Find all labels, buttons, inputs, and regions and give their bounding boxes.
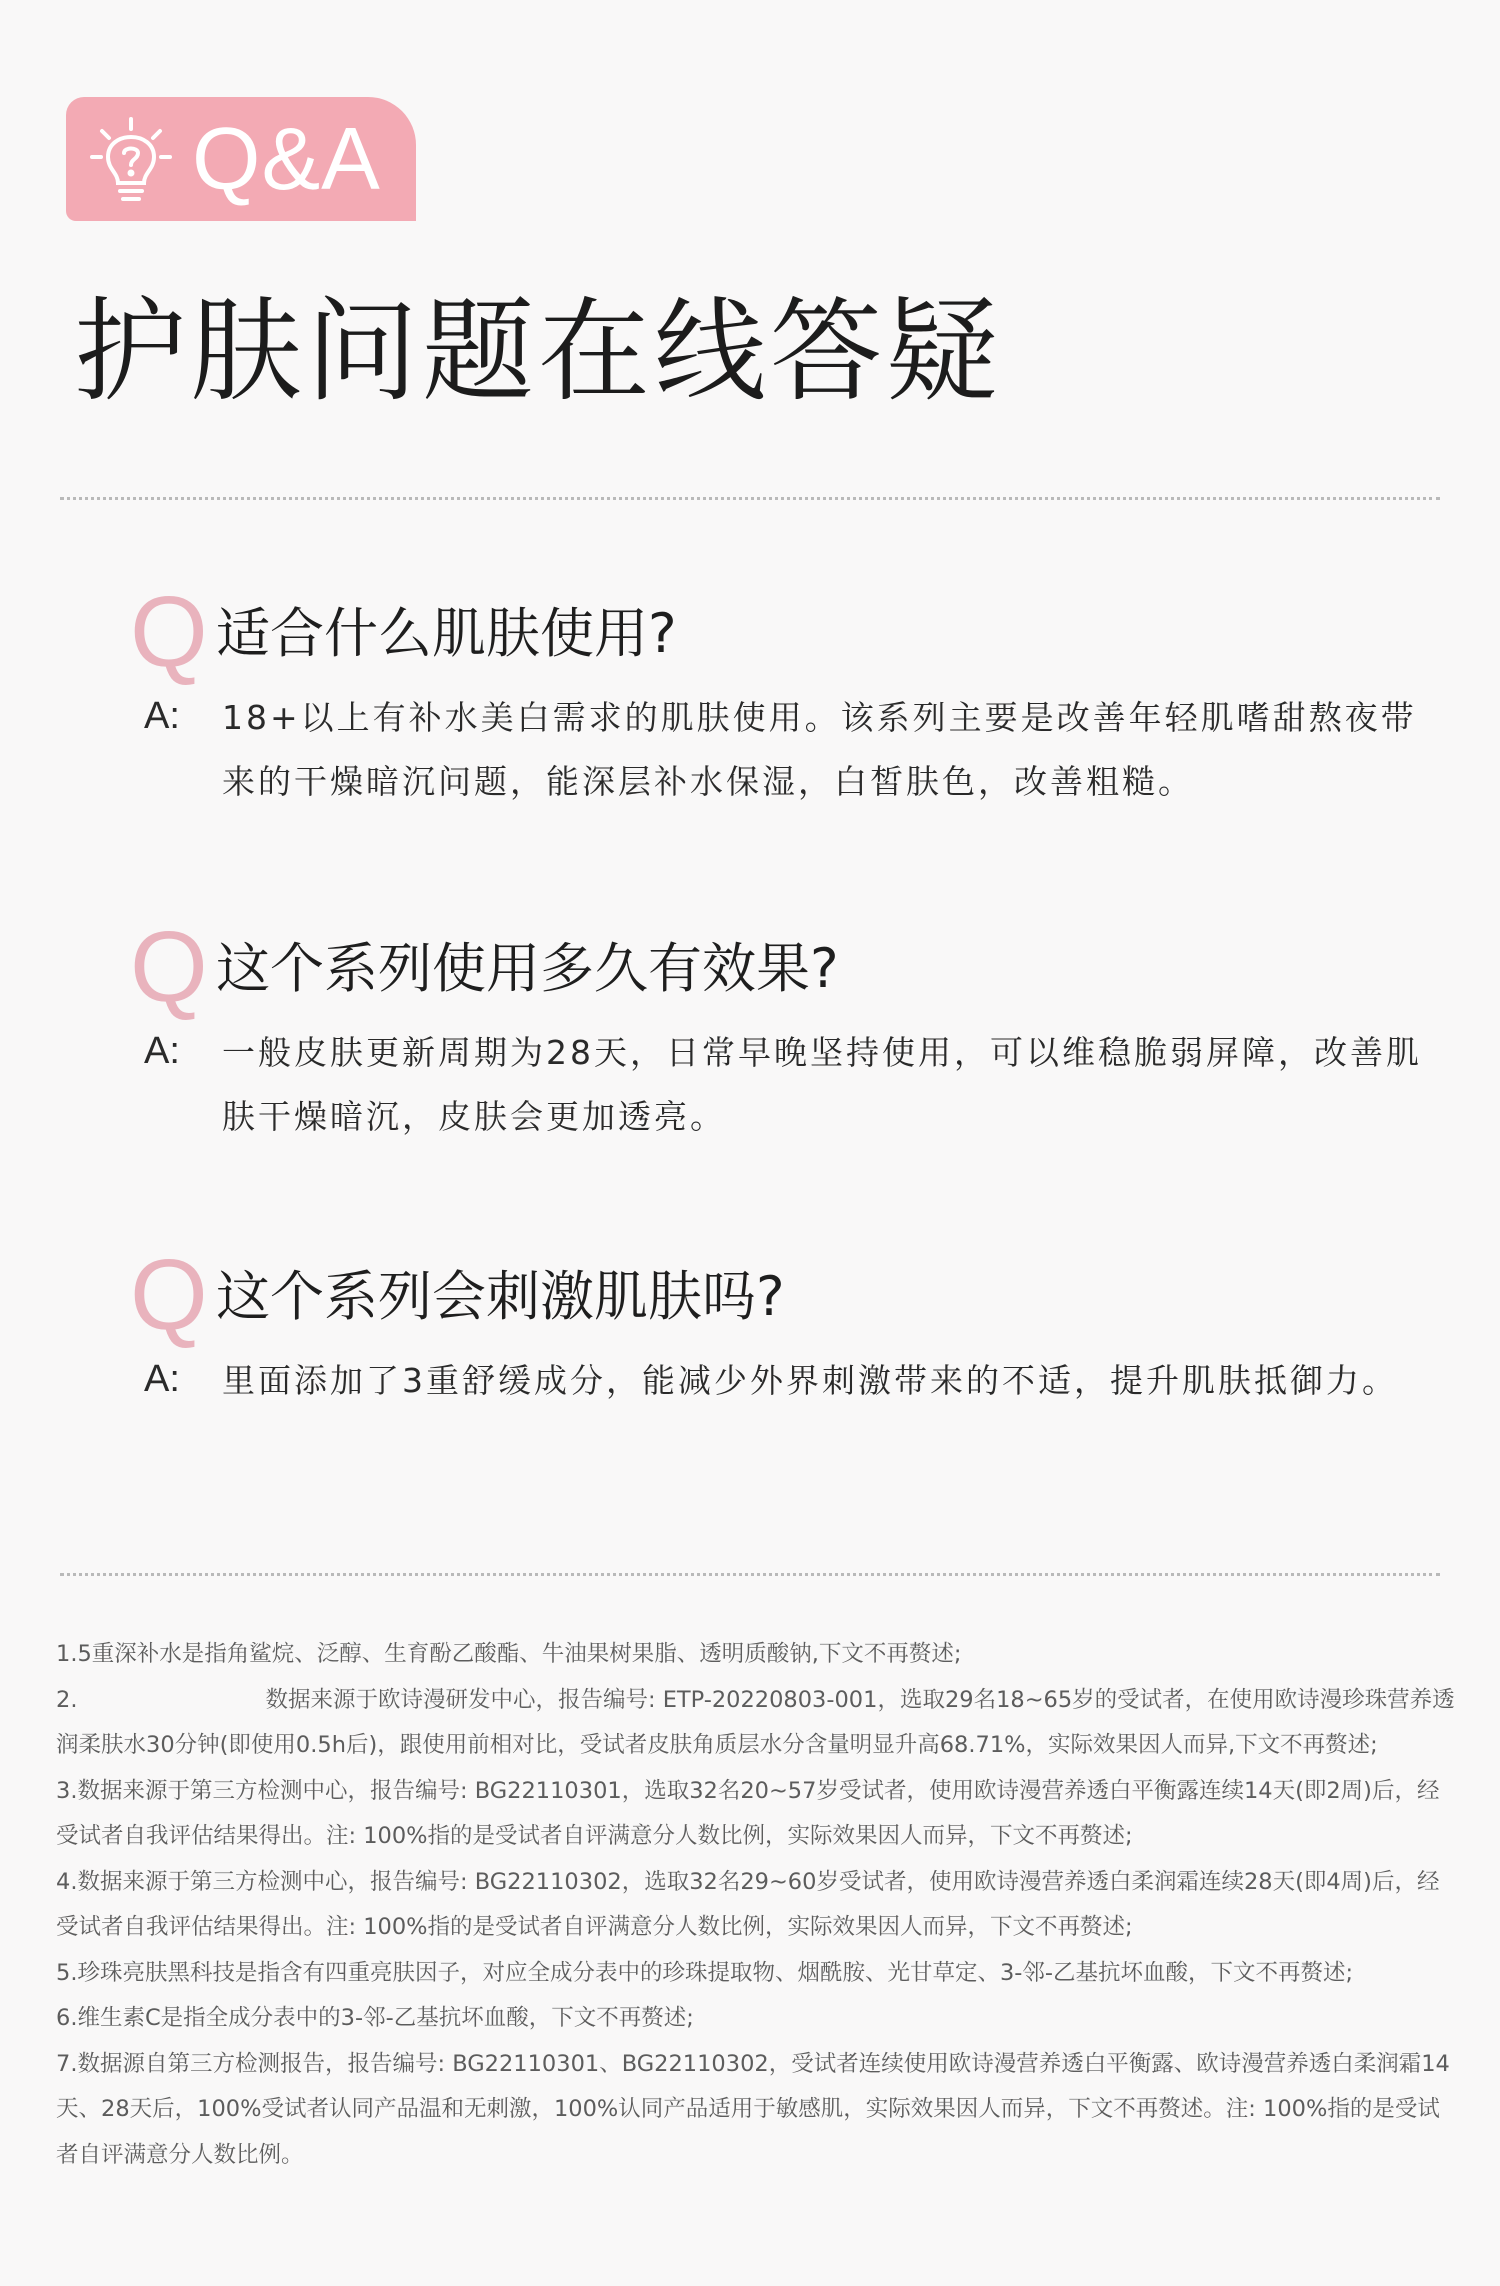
question-text: 这个系列使用多久有效果? xyxy=(216,937,839,1000)
footnote-2-text: 数据来源于欧诗漫研发中心，报告编号: ETP-20220803-001，选取29名18~65岁的受试者，在使用欧诗漫珍珠营养透润柔肤水30分钟(即使用0.5h后)，跟使用前相对比，受试者皮肤角质层水分含量明显升高68.71%，实际效果因人而异,下文不再赘述; xyxy=(56,1686,1455,1758)
bottom-divider xyxy=(60,1573,1440,1576)
answer-marker: A: xyxy=(144,1358,180,1400)
footnote-3: 3.数据来源于第三方检测中心，报告编号: BG22110301，选取32名20~57岁受试者，使用欧诗漫营养透白平衡露连续14天(即2周)后，经受试者自我评估结果得出。注: 100%指的是受试者自评满意分人数比例，实际效果因人而异，下文不再赘述; xyxy=(56,1777,1440,1849)
question-marker: Q xyxy=(130,1239,208,1351)
answer-text: 18+以上有补水美白需求的肌肤使用。该系列主要是改善年轻肌嗜甜熬夜带来的干燥暗沉问题，能深层补水保湿，白皙肤色，改善粗糙。 xyxy=(222,698,1417,801)
page-title: 护肤问题在线答疑 xyxy=(74,287,1002,417)
lightbulb-question-icon xyxy=(88,115,174,205)
footnotes xyxy=(56,1632,1460,2178)
footnote-2-number: 2. xyxy=(56,1686,78,1713)
footnote-1: 1.5重深补水是指角鲨烷、泛醇、生育酚乙酸酯、牛油果树果脂、透明质酸钠,下文不再赘述; xyxy=(56,1641,962,1667)
footnote-2 xyxy=(56,1678,1460,1769)
qa-badge-label: Q&A xyxy=(192,109,381,208)
footnote-5: 5.珍珠亮肤黑科技是指含有四重亮肤因子，对应全成分表中的珍珠提取物、烟酰胺、光甘草定、3-邻-乙基抗坏血酸，下文不再赘述; xyxy=(56,1959,1354,1986)
qa-badge xyxy=(66,97,416,221)
top-divider xyxy=(60,497,1440,500)
footnote-6: 6.维生素C是指全成分表中的3-邻-乙基抗坏血酸，下文不再赘述; xyxy=(56,2005,694,2031)
answer-text: 里面添加了3重舒缓成分，能减少外界刺激带来的不适，提升肌肤抵御力。 xyxy=(222,1361,1398,1400)
question-marker: Q xyxy=(130,576,208,688)
question-text: 适合什么肌肤使用? xyxy=(216,602,677,665)
footnote-7: 7.数据源自第三方检测报告，报告编号: BG22110301、BG22110302，受试者连续使用欧诗漫营养透白平衡露、欧诗漫营养透白柔润霜14天、28天后，100%受试者认同产品温和无刺激，100%认同产品适用于敏感肌，实际效果因人而异，下文不再赘述。注: 100%指的是受试者自评满意分人数比例。 xyxy=(56,2050,1450,2168)
question-marker: Q xyxy=(130,911,208,1023)
answer-text: 一般皮肤更新周期为28天，日常早晚坚持使用，可以维稳脆弱屏障，改善肌肤干燥暗沉，皮肤会更加透亮。 xyxy=(222,1033,1422,1136)
question-text: 这个系列会刺激肌肤吗? xyxy=(216,1265,785,1328)
footnote-4: 4.数据来源于第三方检测中心，报告编号: BG22110302，选取32名29~60岁受试者，使用欧诗漫营养透白柔润霜连续28天(即4周)后，经受试者自我评估结果得出。注: 100%指的是受试者自评满意分人数比例，实际效果因人而异，下文不再赘述; xyxy=(56,1868,1440,1940)
answer-marker: A: xyxy=(144,1030,180,1072)
answer-marker: A: xyxy=(144,695,180,737)
